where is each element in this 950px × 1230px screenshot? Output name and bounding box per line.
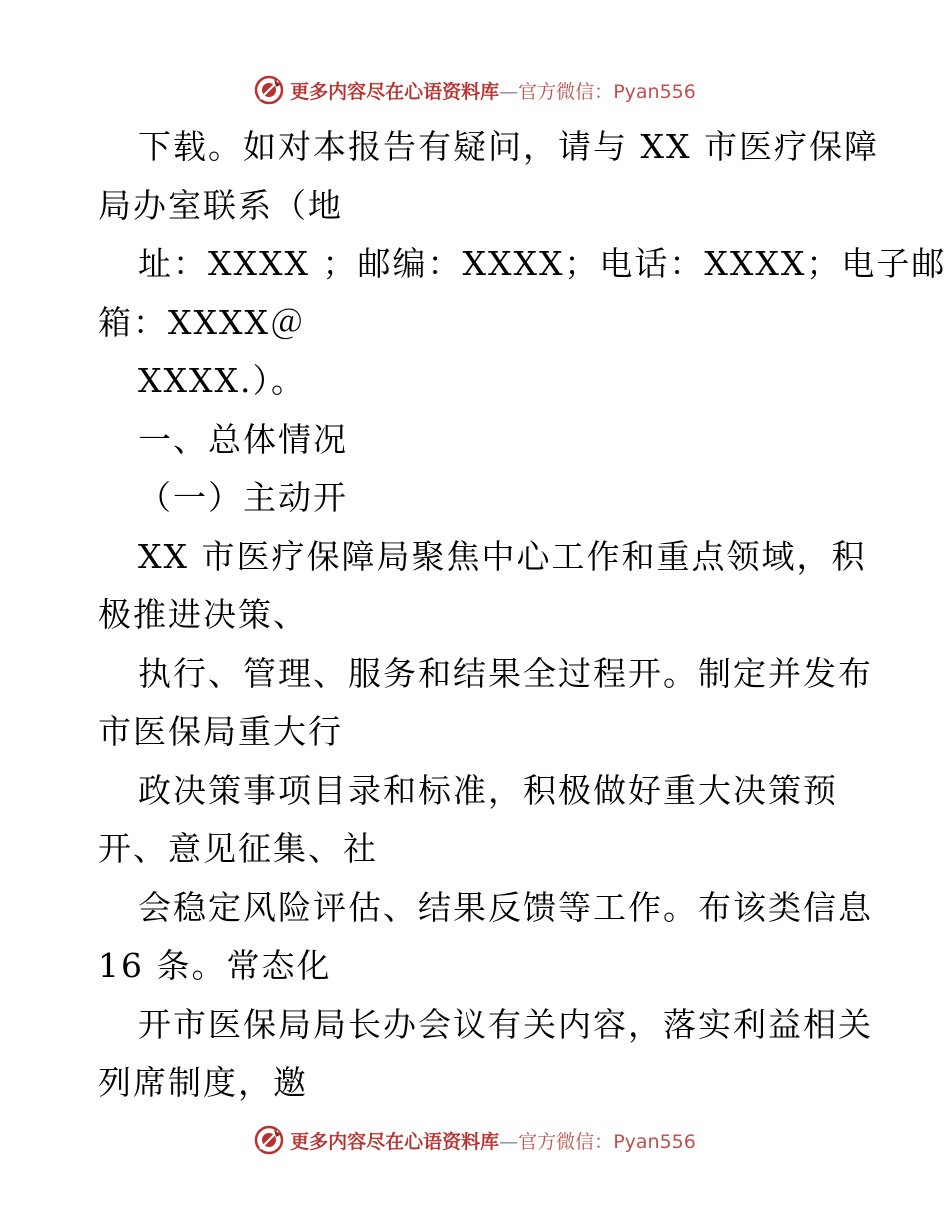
body-line: 箱：XXXX＠ (98, 303, 305, 342)
subsection-heading: （一）主动开 (138, 478, 348, 517)
body-line: 执行、管理、服务和结果全过程开。制定并发布 (138, 654, 873, 693)
body-line: 开市医保局局长办会议有关内容，落实利益相关 (138, 1005, 873, 1044)
footer-banner (0, 1122, 950, 1158)
body-line: 列席制度，邀 (98, 1063, 308, 1102)
body-line: XX 市医疗保障局聚焦中心工作和重点领域，积 (138, 537, 867, 576)
footer-official-label: 官方微信： (518, 1130, 614, 1153)
body-line: 市医保局重大行 (98, 712, 343, 751)
section-heading: 一、总体情况 (138, 420, 348, 459)
header-separator: — (499, 80, 519, 103)
body-line: 16 条。常态化 (98, 946, 332, 985)
body-line: 会稳定风险评估、结果反馈等工作。布该类信息 (138, 888, 873, 927)
header-wechat-id: Pyan556 (613, 80, 696, 103)
brand-logo-icon (254, 1125, 284, 1155)
body-line: 开、意见征集、社 (98, 829, 378, 868)
body-line: 址：XXXX ；邮编：XXXX；电话：XXXX；电子邮 (138, 244, 947, 283)
footer-separator: — (499, 1130, 519, 1153)
footer-banner-text (290, 1127, 696, 1154)
footer-wechat-id: Pyan556 (613, 1130, 696, 1153)
body-line: 政决策事项目录和标准，积极做好重大决策预 (138, 771, 838, 810)
body-line: 局办室联系（地 (98, 186, 343, 225)
body-line: XXXX.）。 (138, 361, 306, 400)
header-brand: 更多内容尽在心语资料库 (290, 80, 500, 103)
body-line: 极推进决策、 (98, 595, 308, 634)
header-official-label: 官方微信： (518, 80, 614, 103)
body-line: 下载。如对本报告有疑问，请与 XX 市医疗保障 (138, 127, 879, 166)
footer-brand: 更多内容尽在心语资料库 (290, 1130, 500, 1153)
